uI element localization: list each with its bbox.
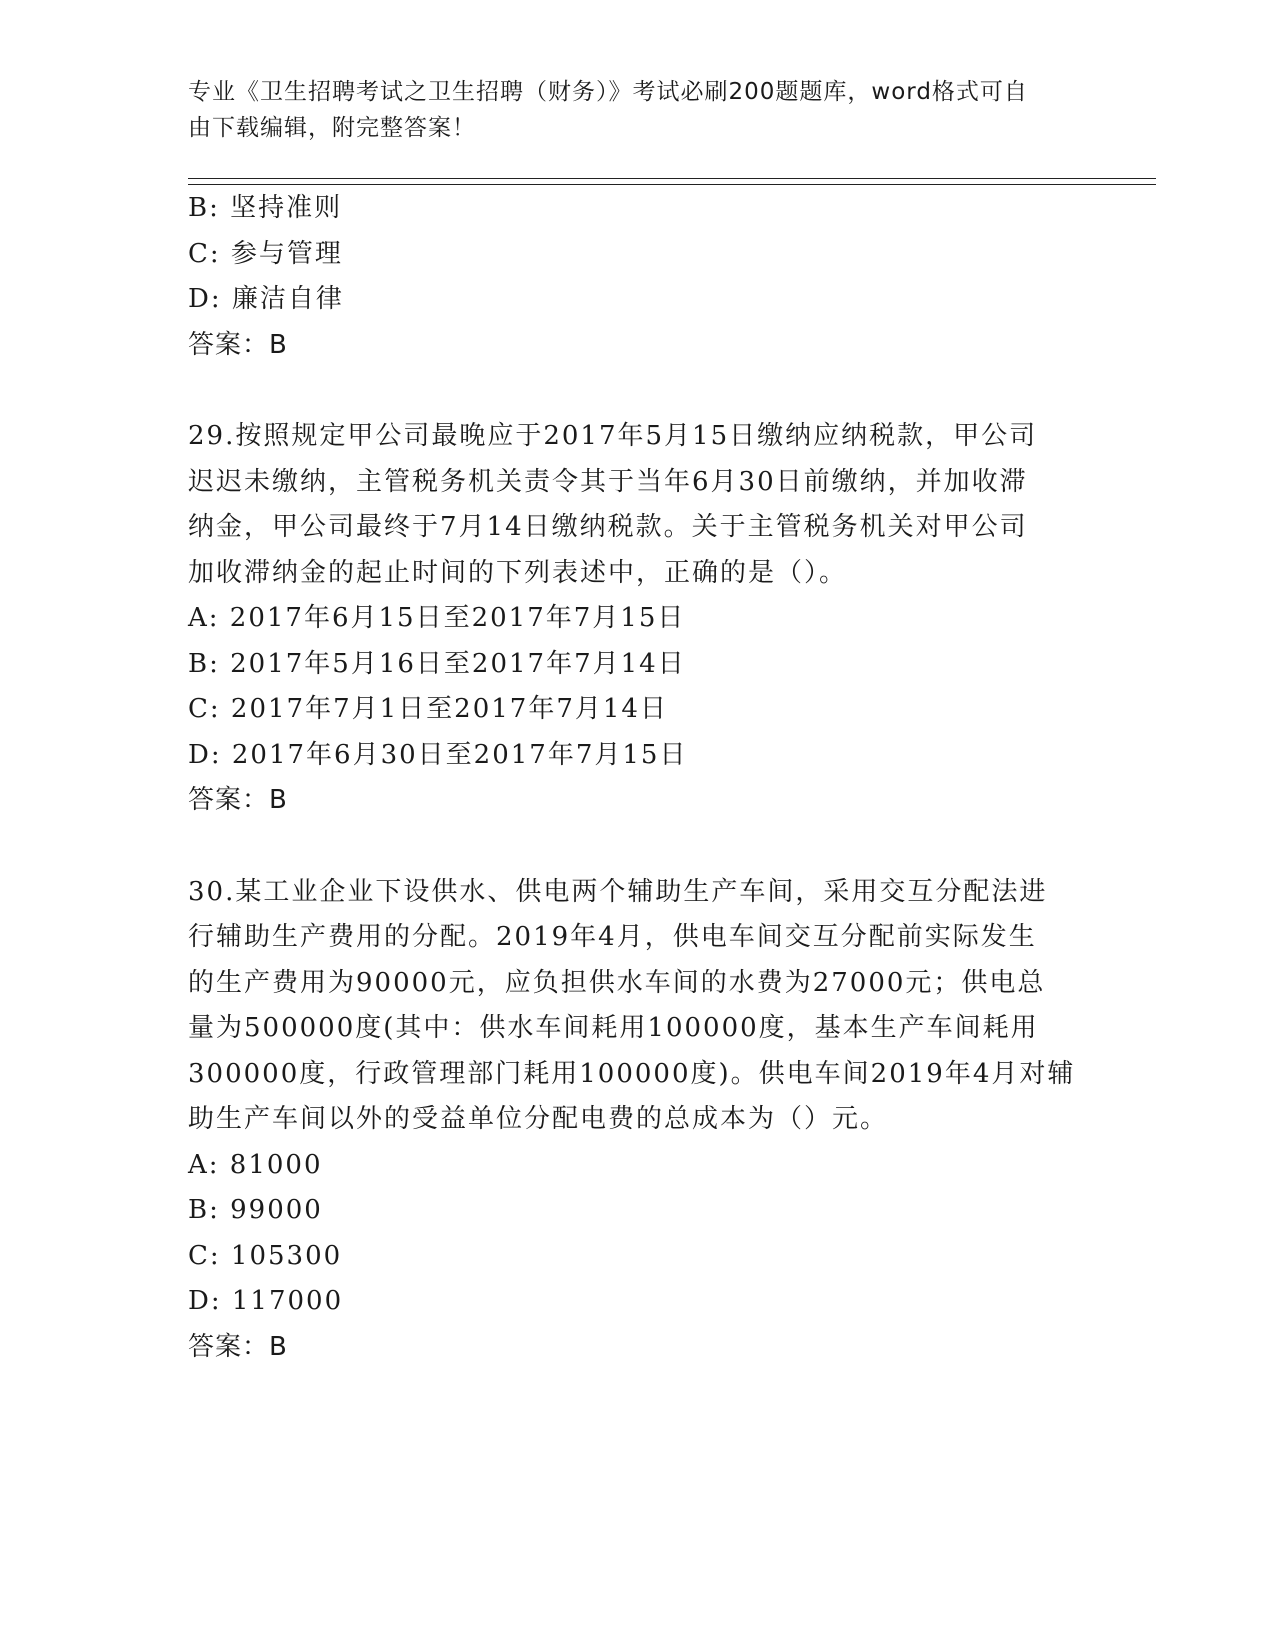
- option-b: B: 坚持准则: [188, 193, 343, 223]
- option-c: C: 2017年7月1日至2017年7月14日: [188, 694, 668, 724]
- option-b: B: 2017年5月16日至2017年7月14日: [188, 648, 686, 679]
- question-stem-line: 量为500000度(其中：供水车间耗用100000度，基本生产车间耗用: [188, 1013, 1039, 1043]
- document-header: [188, 74, 1068, 146]
- question-stem-line: 300000度，行政管理部门耗用100000度)。供电车间2019年4月对辅: [188, 1058, 1076, 1089]
- option-d: D: 廉洁自律: [188, 284, 344, 314]
- question-content: [188, 186, 1088, 1370]
- question-stem-line: 纳金，甲公司最终于7月14日缴纳税款。关于主管税务机关对甲公司: [188, 512, 1028, 542]
- option-b: B: 99000: [188, 1195, 323, 1225]
- question-28: [188, 186, 1088, 368]
- option-a: A: 81000: [188, 1149, 323, 1180]
- question-stem-line: 30.某工业企业下设供水、供电两个辅助生产车间，采用交互分配法进: [188, 876, 1048, 907]
- option-c: C: 105300: [188, 1240, 343, 1271]
- question-30: [188, 870, 1088, 1371]
- header-line-1: 专业《卫生招聘考试之卫生招聘（财务）》考试必刷200题题库，word格式可自: [188, 79, 1028, 105]
- answer: 答案：B: [188, 329, 288, 360]
- question-stem-line: 的生产费用为90000元，应负担供水车间的水费为27000元；供电总: [188, 967, 1046, 998]
- spacer: [188, 368, 1088, 414]
- header-divider-top: [188, 178, 1156, 179]
- header-divider-bottom: [188, 184, 1156, 185]
- answer: 答案：B: [188, 785, 288, 815]
- option-a: A: 2017年6月15日至2017年7月15日: [188, 603, 686, 633]
- option-d: D: 117000: [188, 1286, 344, 1316]
- question-stem-line: 行辅助生产费用的分配。2019年4月，供电车间交互分配前实际发生: [188, 922, 1037, 952]
- question-stem-line: 助生产车间以外的受益单位分配电费的总成本为（）元。: [188, 1104, 889, 1134]
- option-c: C: 参与管理: [188, 238, 343, 269]
- question-29: [188, 414, 1088, 824]
- spacer: [188, 824, 1088, 870]
- header-line-2: 由下载编辑，附完整答案！: [188, 115, 476, 141]
- answer: 答案：B: [188, 1331, 288, 1362]
- question-stem-line: 迟迟未缴纳，主管税务机关责令其于当年6月30日前缴纳，并加收滞: [188, 466, 1028, 497]
- question-stem-line: 29.按照规定甲公司最晚应于2017年5月15日缴纳应纳税款，甲公司: [188, 421, 1038, 451]
- question-stem-line: 加收滞纳金的起止时间的下列表述中，正确的是（）。: [188, 557, 848, 588]
- option-d: D: 2017年6月30日至2017年7月15日: [188, 739, 688, 770]
